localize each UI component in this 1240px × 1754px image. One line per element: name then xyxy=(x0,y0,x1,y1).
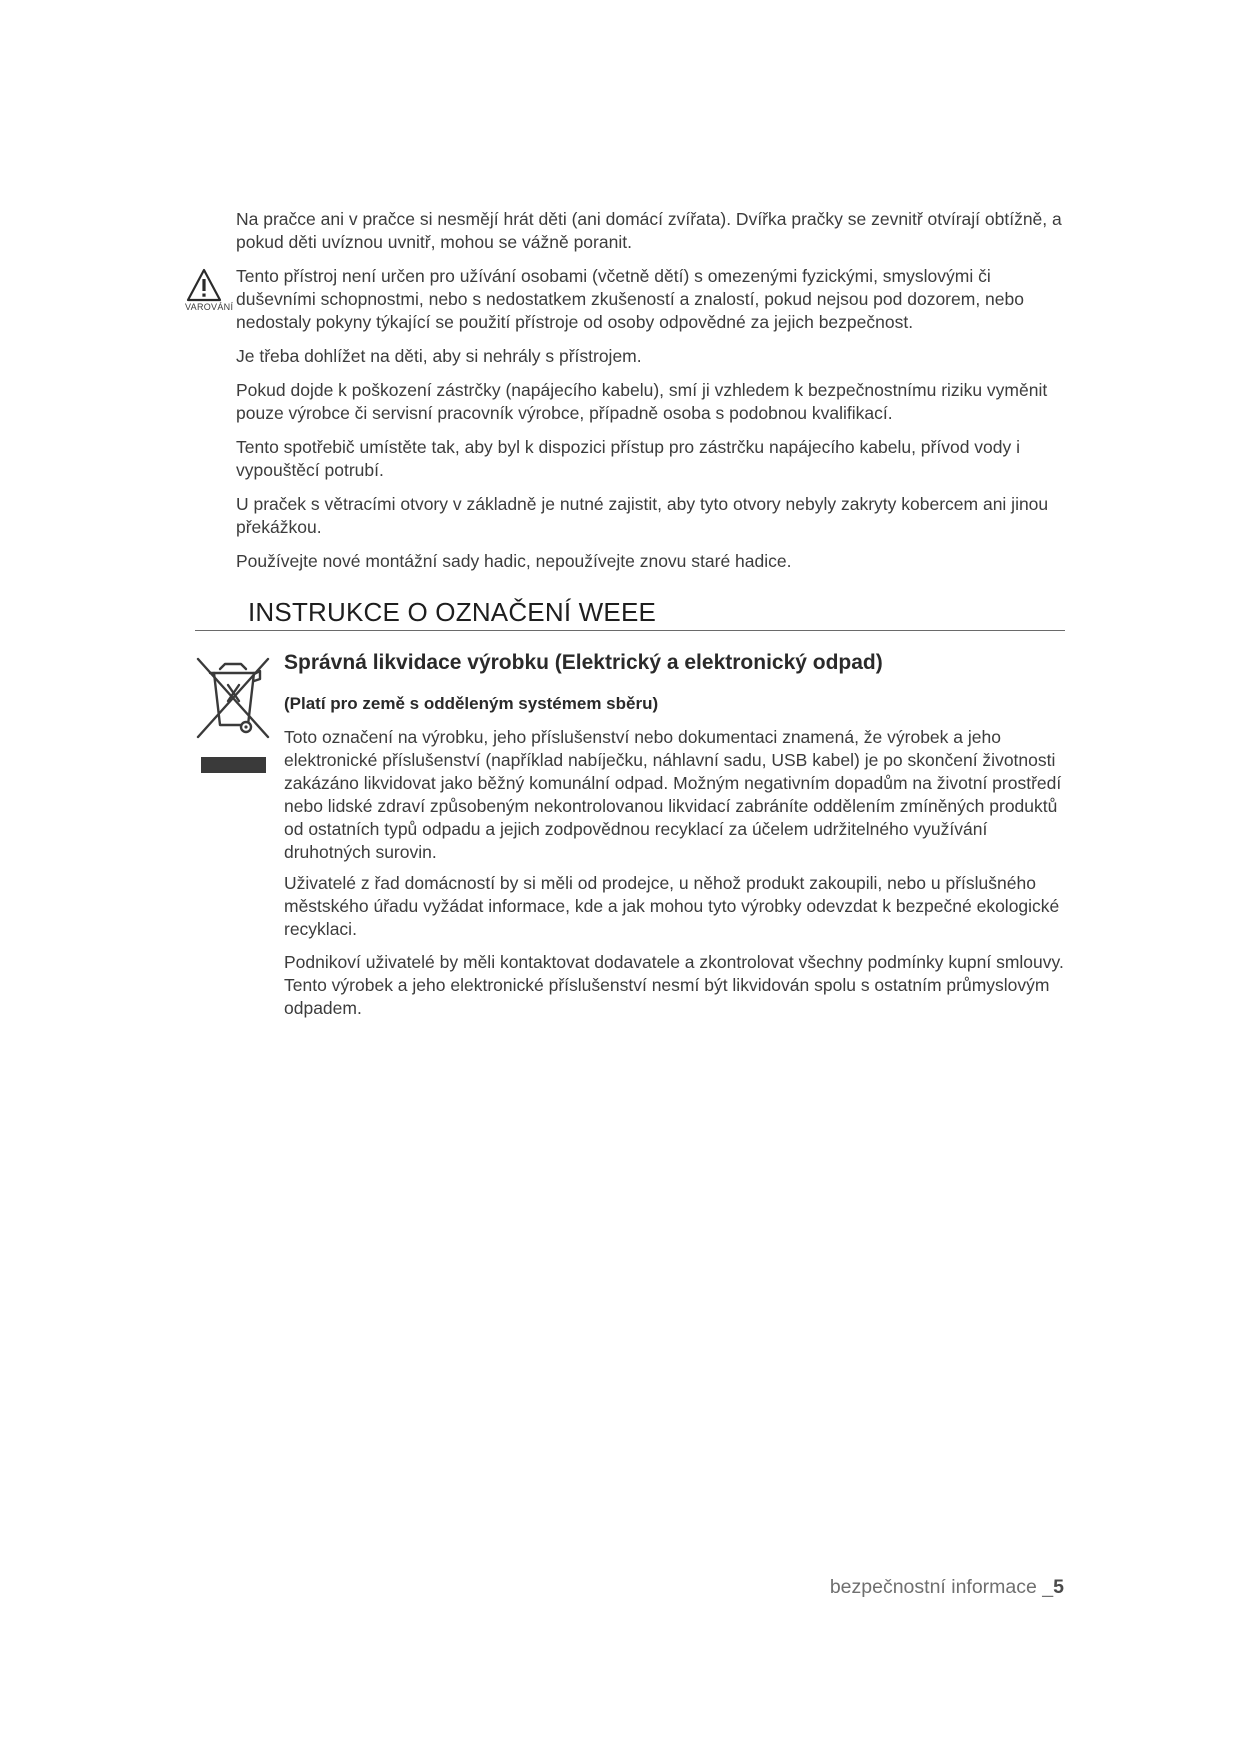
warning-label: VAROVÁNÍ xyxy=(185,302,234,312)
weee-disposal-heading: Správná likvidace výrobku (Elektrický a elektronický odpad) xyxy=(284,651,883,674)
crossed-out-wheelie-bin-icon xyxy=(194,655,272,741)
footer-section-name: bezpečnostní informace _ xyxy=(829,1576,1054,1598)
page-footer xyxy=(830,1576,1064,1599)
section-divider xyxy=(195,630,1065,631)
paragraph-new-hoses: Používejte nové montážní sady hadic, nepoužívejte znovu staré hadice. xyxy=(236,551,792,571)
page-number: 5 xyxy=(1053,1576,1064,1598)
weee-black-bar xyxy=(201,757,266,773)
paragraph-damaged-plug: Pokud dojde k poškození zástrčky (napájecího kabelu), smí ji vzhledem k bezpečnostnímu riziku vyměnit pouze výrobce či servisní pracovník výrobce, případně osoba s podobnou kvalifikací. xyxy=(236,380,1048,423)
paragraph-plug-access: Tento spotřebič umístěte tak, aby byl k dispozici přístup pro zástrčku napájecího kabelu, přívod vody i vypouštěcí potrubí. xyxy=(236,437,1021,480)
paragraph-supervise-children: Je třeba dohlížet na děti, aby si nehrály s přístrojem. xyxy=(236,346,642,366)
weee-section-title: INSTRUKCE O OZNAČENÍ WEEE xyxy=(248,597,657,627)
paragraph-household-users: Uživatelé z řad domácností by si měli od prodejce, u něhož produkt zakoupili, nebo u příslušného městského úřadu vyžádat informace, kde a jak mohou tyto výrobky odevzdat k bezpečné ekologické recyklaci. xyxy=(284,873,1060,939)
paragraph-business-users: Podnikoví uživatelé by měli kontaktovat dodavatele a zkontrolovat všechny podmínky kupní smlouvy. Tento výrobek a jeho elektronické příslušenství nesmí být likvidován spolu s ostatním průmyslovým odpadem. xyxy=(284,952,1064,1018)
weee-applicability-note: (Platí pro země s odděleným systémem sběru) xyxy=(284,694,659,713)
paragraph-children-play: Na pračce ani v pračce si nesmějí hrát děti (ani domácí zvířata). Dvířka pračky se zevnitř otvírají obtížně, a pokud děti uvíznou uvnitř, mohou se vážně poranit. xyxy=(236,209,1062,252)
paragraph-reduced-capabilities: Tento přístroj není určen pro užívání osobami (včetně dětí) s omezenými fyzickými, smyslovými či duševními schopnostmi, nebo s nedostatkem zkušeností a znalostí, pokud nejsou pod dozorem, nebo nedostaly pokyny týkající se použití přístroje od osoby odpovědné za jejich bezpečnost. xyxy=(236,266,1024,332)
paragraph-ventilation: U praček s větracími otvory v základně je nutné zajistit, aby tyto otvory nebyly zakryty kobercem ani jinou překážkou. xyxy=(236,494,1049,537)
warning-triangle-icon xyxy=(186,268,222,302)
paragraph-weee-marking: Toto označení na výrobku, jeho příslušenství nebo dokumentaci znamená, že výrobek a jeho elektronické příslušenství (například nabíječku, náhlavní sadu, USB kabel) je po skončení životnosti zakázáno likvidovat jako běžný komunální odpad. Možným negativním dopadům na životní prostředí nebo lidské zdraví způsobeným nekontrolovanou likvidací zabráníte oddělením zmíněných produktů od ostatních typů odpadu a jejich zodpovědnou recyklací za účelem udržitelného využívání druhotných surovin. xyxy=(284,727,1062,862)
